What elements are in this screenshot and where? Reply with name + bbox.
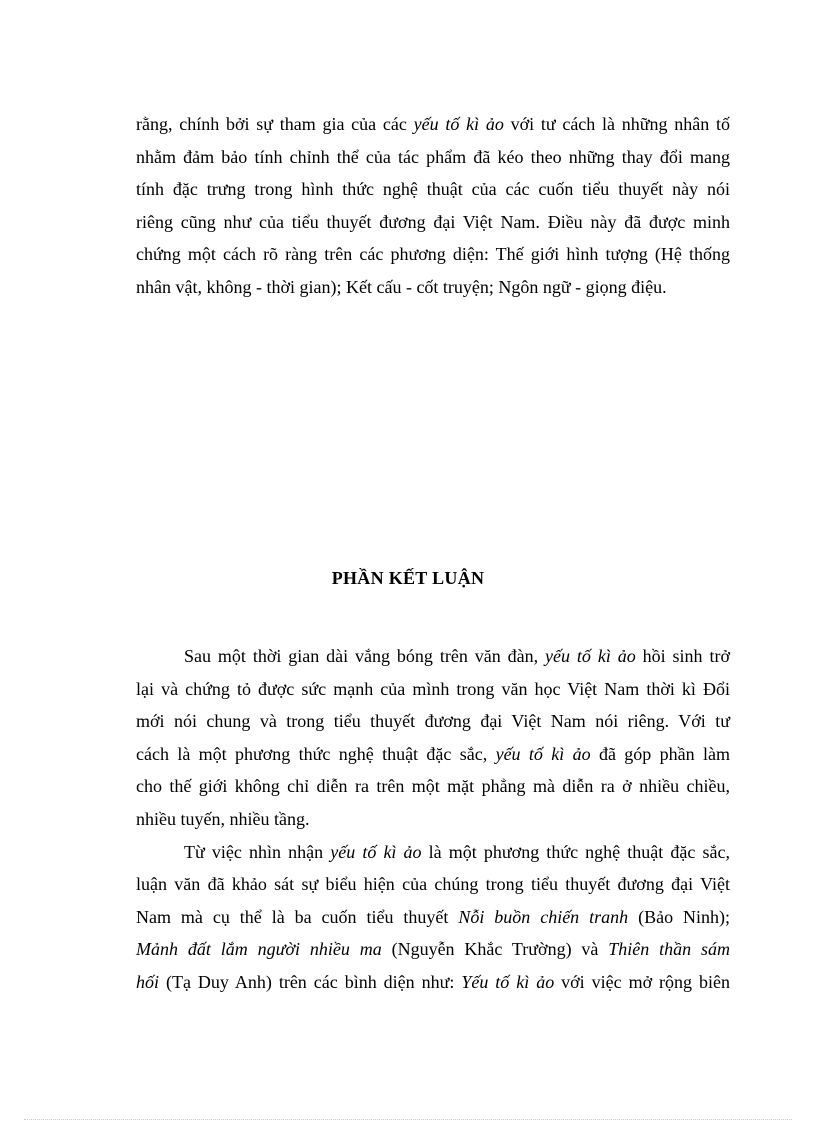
text-line: Từ việc nhìn nhận yếu tố kì ảo là một phương thức nghệ thuật đặc sắc, <box>184 841 730 862</box>
footer-divider <box>24 1119 792 1120</box>
text-line: tính đặc trưng trong hình thức nghệ thuật của các cuốn tiểu thuyết này nói <box>136 179 730 200</box>
text-line: riêng cũng như của tiểu thuyết đương đại Việt Nam. Điều này đã được minh <box>136 211 730 232</box>
text-line: cho thế giới không chỉ diễn ra trên một mặt phẳng mà diễn ra ở nhiều chiều, <box>136 776 730 797</box>
text-line: chứng một cách rõ ràng trên các phương diện: Thế giới hình tượng (Hệ thống <box>136 244 730 265</box>
text-line: rằng, chính bởi sự tham gia của các yếu tố kì ảo với tư cách là những nhân tố <box>136 114 730 134</box>
text-line: hối (Tạ Duy Anh) trên các bình diện như: Yếu tố kì ảo với việc mở rộng biên <box>136 971 730 992</box>
paragraph-top <box>136 108 730 304</box>
text-line: lại và chứng tỏ được sức mạnh của mình trong văn học Việt Nam thời kì Đổi <box>136 678 730 699</box>
text-line: luận văn đã khảo sát sự biểu hiện của chúng trong tiểu thuyết đương đại Việt <box>136 874 730 895</box>
text-line: nhiều tuyến, nhiều tầng. <box>136 808 310 829</box>
text-line: nhằm đảm bảo tính chỉnh thể của tác phẩm đã kéo theo những thay đổi mang <box>136 146 730 167</box>
text-line: Nam mà cụ thể là ba cuốn tiểu thuyết Nỗi buồn chiến tranh (Bảo Ninh); <box>136 906 730 927</box>
text-line: Sau một thời gian dài vắng bóng trên văn đàn, yếu tố kì ảo hồi sinh trở <box>184 646 730 666</box>
paragraph-conclusion <box>136 640 730 999</box>
text-line: Mảnh đất lắm người nhiều ma (Nguyễn Khắc Trường) và Thiên thần sám <box>136 939 730 960</box>
text-line: nhân vật, không - thời gian); Kết cấu - cốt truyện; Ngôn ngữ - giọng điệu. <box>136 276 667 297</box>
text-line: mới nói chung và trong tiểu thuyết đương đại Việt Nam nói riêng. Với tư <box>136 711 730 732</box>
section-title: PHẦN KẾT LUẬN <box>331 568 485 588</box>
text-line: cách là một phương thức nghệ thuật đặc sắc, yếu tố kì ảo đã góp phần làm <box>136 743 730 764</box>
